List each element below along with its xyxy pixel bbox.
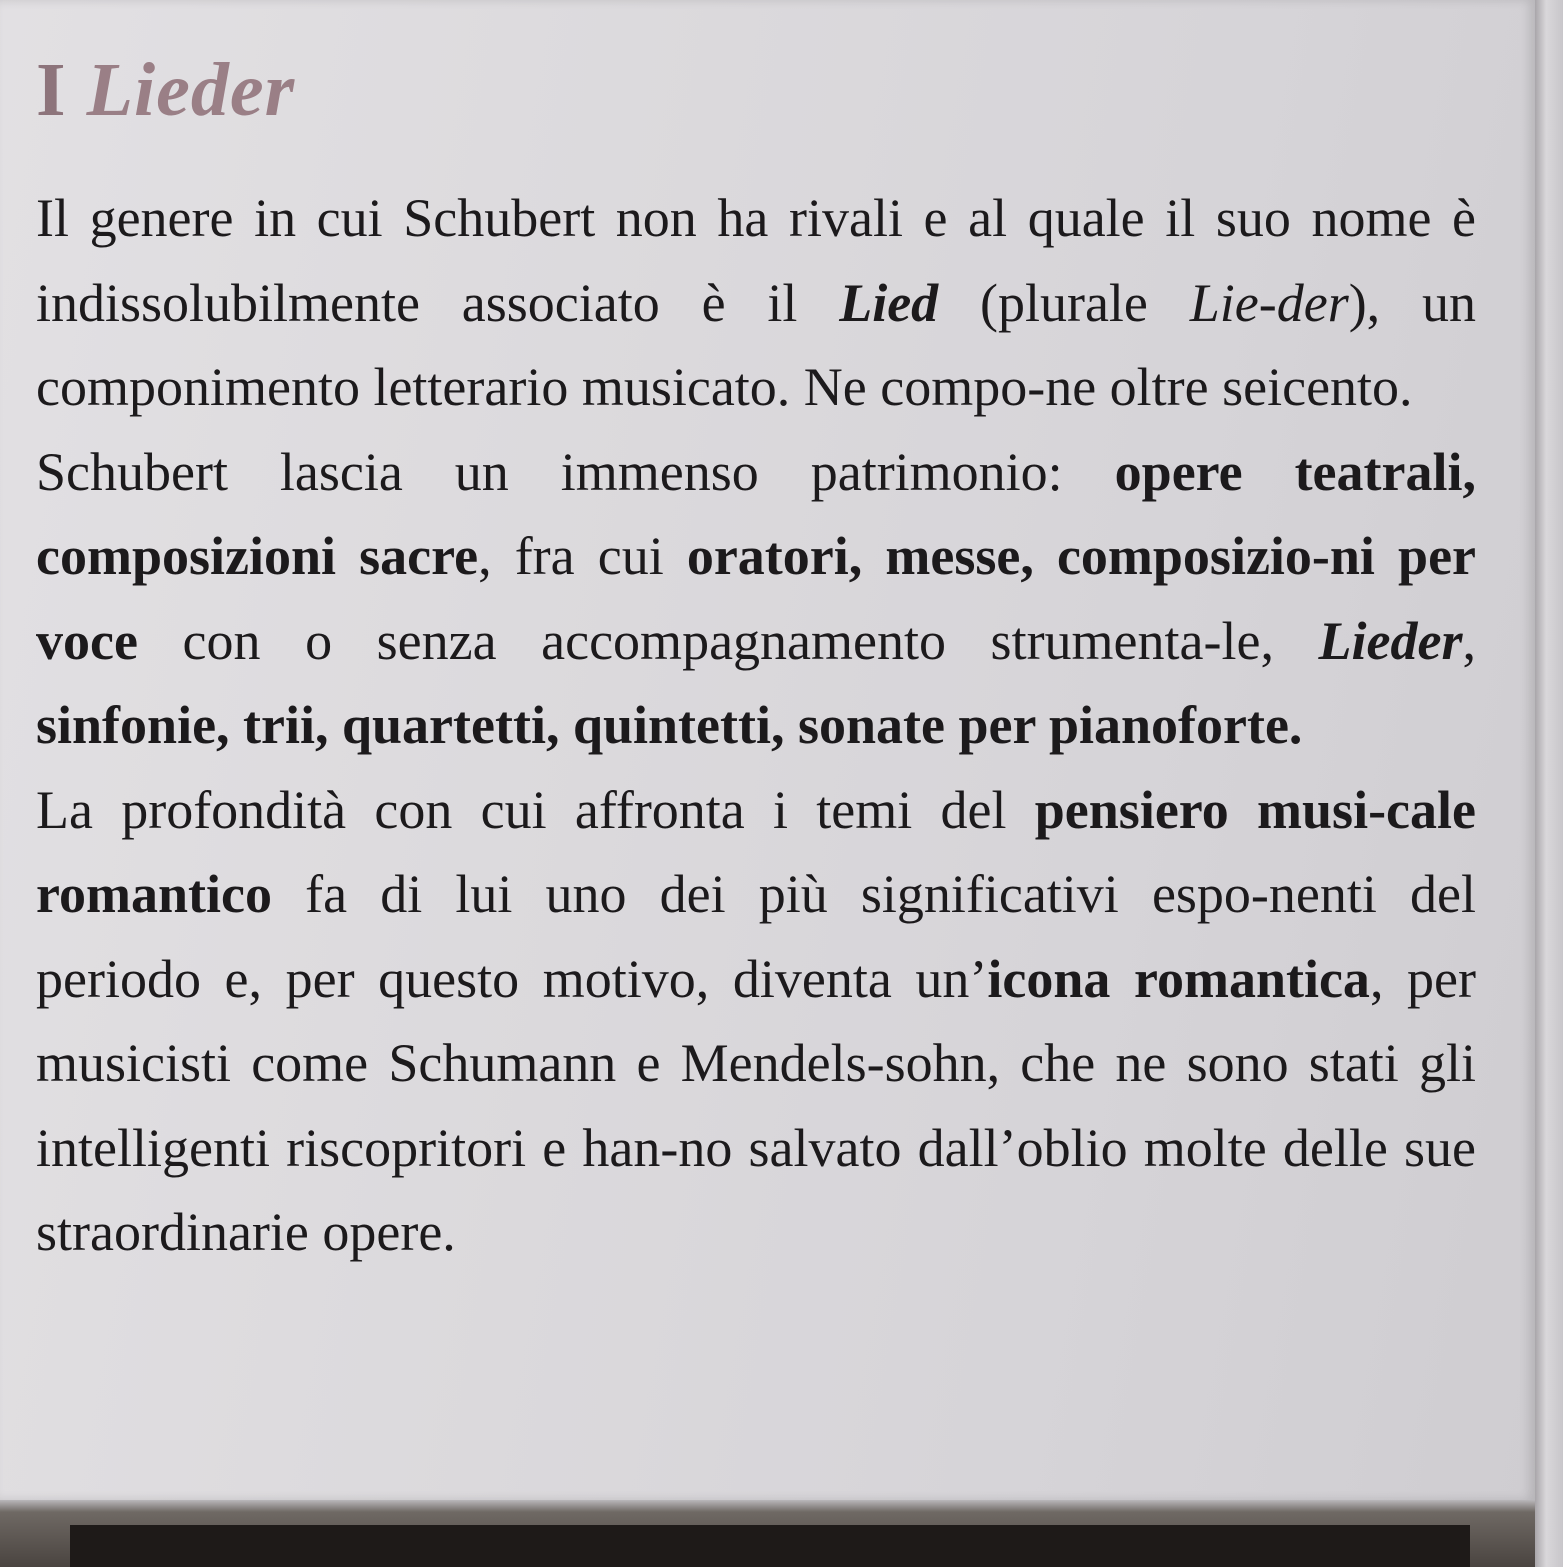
paragraph-heritage [36,430,1476,768]
section-title: Lieder [86,48,296,132]
text-run: fa di lui uno dei più significativi espo-nenti del periodo e, per questo motivo, diventa un’ [36,864,1476,1009]
text-run: La profondità con cui affronta i temi del [36,779,1035,840]
text-run: , per musicisti come Schumann e Mendels-sohn, che ne sono stati gli intelligenti riscopritori e han-no salvato dall’oblio molte delle sue straordinarie opere. [36,948,1476,1262]
text-run: (plurale [938,272,1190,333]
text-run: Il genere in cui Schubert non ha rivali e al quale il suo nome è indissolubilmente associato è il [36,188,1476,333]
text-run: pensiero musi-cale romantico [36,779,1476,924]
bottom-dark-bar [70,1525,1470,1567]
text-run: Lieder [1318,610,1463,671]
text-run: , fra cui [478,526,687,586]
section-roman-numeral: I [36,48,67,132]
page-edge [1535,0,1563,1567]
text-run: oratori, messe, composizio-ni per voce [36,526,1477,671]
text-run: con o senza accompagnamento strumenta-le, [137,610,1319,671]
section-heading [36,48,296,132]
text-run: , [1462,610,1476,671]
text-run: Lie-der [1189,272,1349,333]
text-run: sinfonie, trii, quartetti, quintetti, sonate per pianoforte. [36,695,1303,755]
text-run: opere teatrali, composizioni sacre [36,441,1476,586]
body-text [36,176,1476,1275]
paragraph-lied-genre [36,176,1476,430]
paragraph-romantic-icon [36,768,1476,1275]
text-run: icona romantica [987,948,1370,1009]
text-run: ), un componimento letterario musicato. Ne compo-ne oltre seicento. [36,272,1477,417]
text-run: Lied [839,272,939,333]
text-run: Schubert lascia un immenso patrimonio: [36,441,1115,502]
